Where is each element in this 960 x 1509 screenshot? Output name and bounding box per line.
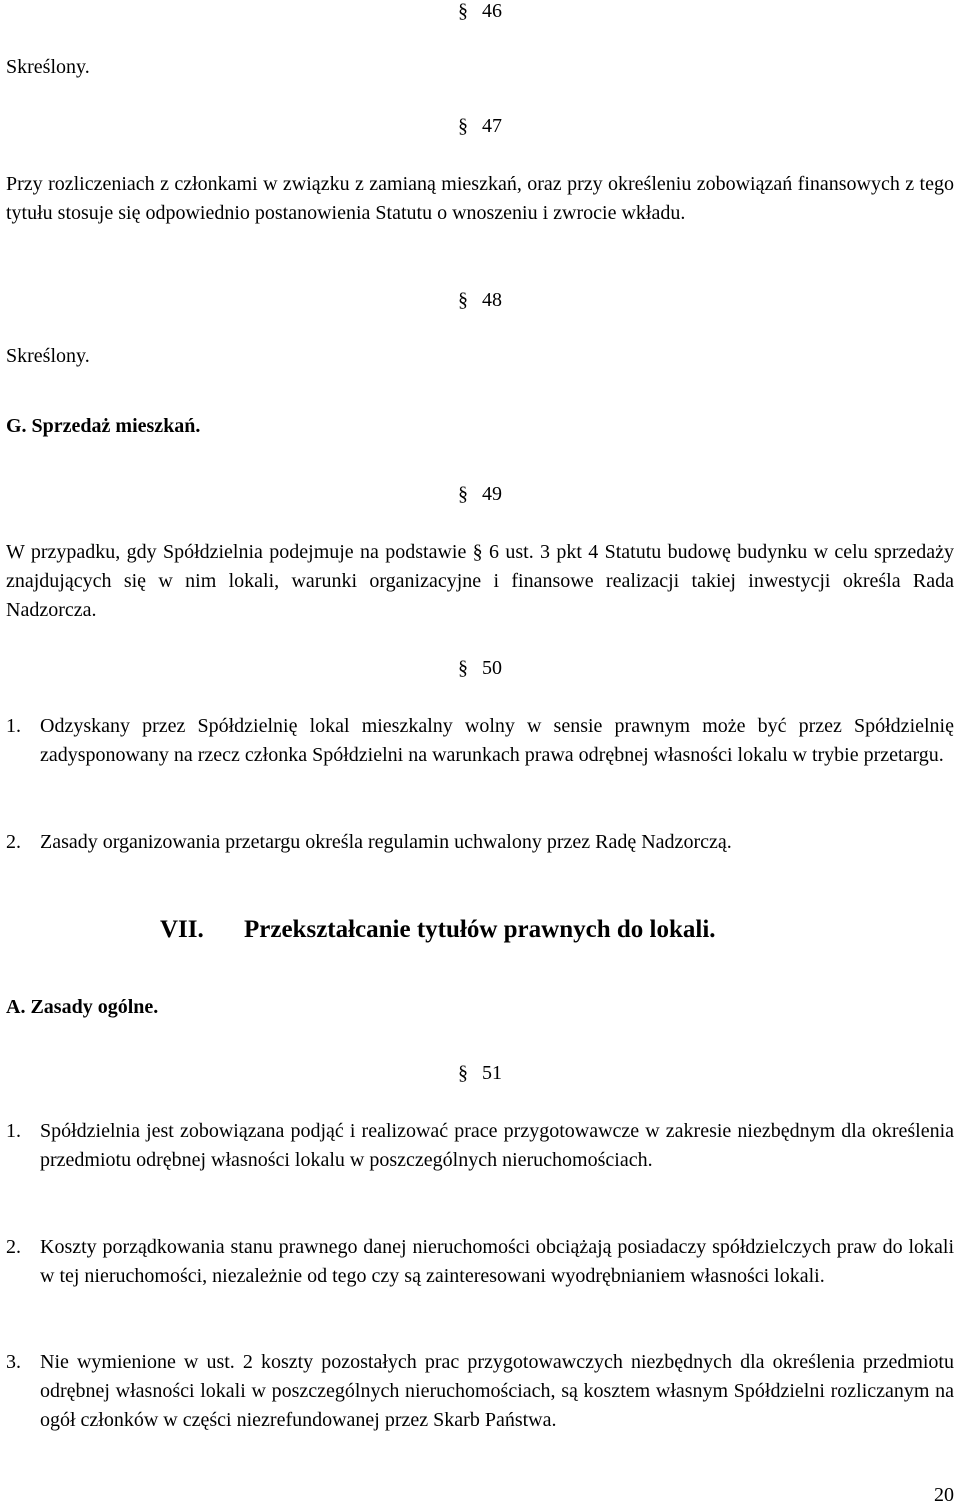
section-sign: § [458,115,468,137]
section-number: 47 [482,115,502,137]
section-sign: § [458,289,468,311]
section-49-paragraph: W przypadku, gdy Spółdzielnia podejmuje na podstawie § 6 ust. 3 pkt 4 Statutu budowę budynku w celu sprzedaży znajdujących się w nim lokali, warunki organizacyjne i finansowe realizacji takiej inwestycji określa Rada Nadzorcza. [6,541,954,621]
section-heading-48 [458,286,502,315]
item-number: 2. [6,831,21,853]
section-number: 49 [482,483,502,505]
section-sign: § [458,657,468,679]
section-heading-50 [458,654,502,683]
item-number: 1. [6,715,21,737]
section-51-item-3: Nie wymienione w ust. 2 koszty pozostałych prac przygotowawczych niezbędnych dla określenia przedmiotu odrębnej własności lokali w poszczególnych nieruchomościach, są kosztem własnym Spółdzielni rozliczanym na ogół członków w części niezrefundowanej przez Skarb Państwa. [40,1351,954,1431]
section-number: 46 [482,0,502,22]
section-51-item-1: Spółdzielnia jest zobowiązana podjąć i realizować prace przygotowawcze w zakresie niezbędnym dla określenia przedmiotu odrębnej własności lokalu w poszczególnych nieruchomościach. [40,1120,954,1171]
section-sign: § [458,483,468,505]
subheading-g: G. Sprzedaż mieszkań. [6,415,201,437]
item-number: 3. [6,1351,21,1373]
section-number: 50 [482,657,502,679]
chapter-number: VII. [160,916,204,943]
section-number: 51 [482,1062,502,1084]
section-50-item-1: Odzyskany przez Spółdzielnię lokal mieszkalny wolny w sensie prawnym może być przez Spółdzielnię zadysponowany na rzecz członka Spółdzielni na warunkach prawa odrębnej własności lokalu w trybie przetargu. [40,715,954,766]
section-number: 48 [482,289,502,311]
section-48-text: Skreślony. [6,345,90,367]
section-heading-49 [458,480,502,509]
section-47-paragraph: Przy rozliczeniach z członkami w związku z zamianą mieszkań, oraz przy określeniu zobowiązań finansowych z tego tytułu stosuje się odpowiednio postanowienia Statutu o wnoszeniu i zwrocie wkładu. [6,173,954,224]
page-number: 20 [934,1484,954,1506]
section-heading-47 [458,112,502,141]
section-heading-46 [458,0,502,26]
subheading-a: A. Zasady ogólne. [6,996,159,1018]
section-51-item-2: Koszty porządkowania stanu prawnego danej nieruchomości obciążają posiadaczy spółdzielczych praw do lokali w tej nieruchomości, niezależnie od tego czy są zainteresowani wyodrębnianiem własności lokali. [40,1236,954,1287]
section-sign: § [458,1062,468,1084]
section-46-text: Skreślony. [6,56,90,78]
section-heading-51 [458,1059,502,1088]
section-50-item-2: Zasady organizowania przetargu określa regulamin uchwalony przez Radę Nadzorczą. [40,831,732,853]
item-number: 2. [6,1236,21,1258]
item-number: 1. [6,1120,21,1142]
section-sign: § [458,0,468,22]
chapter-title: Przekształcanie tytułów prawnych do lokali. [244,916,716,943]
